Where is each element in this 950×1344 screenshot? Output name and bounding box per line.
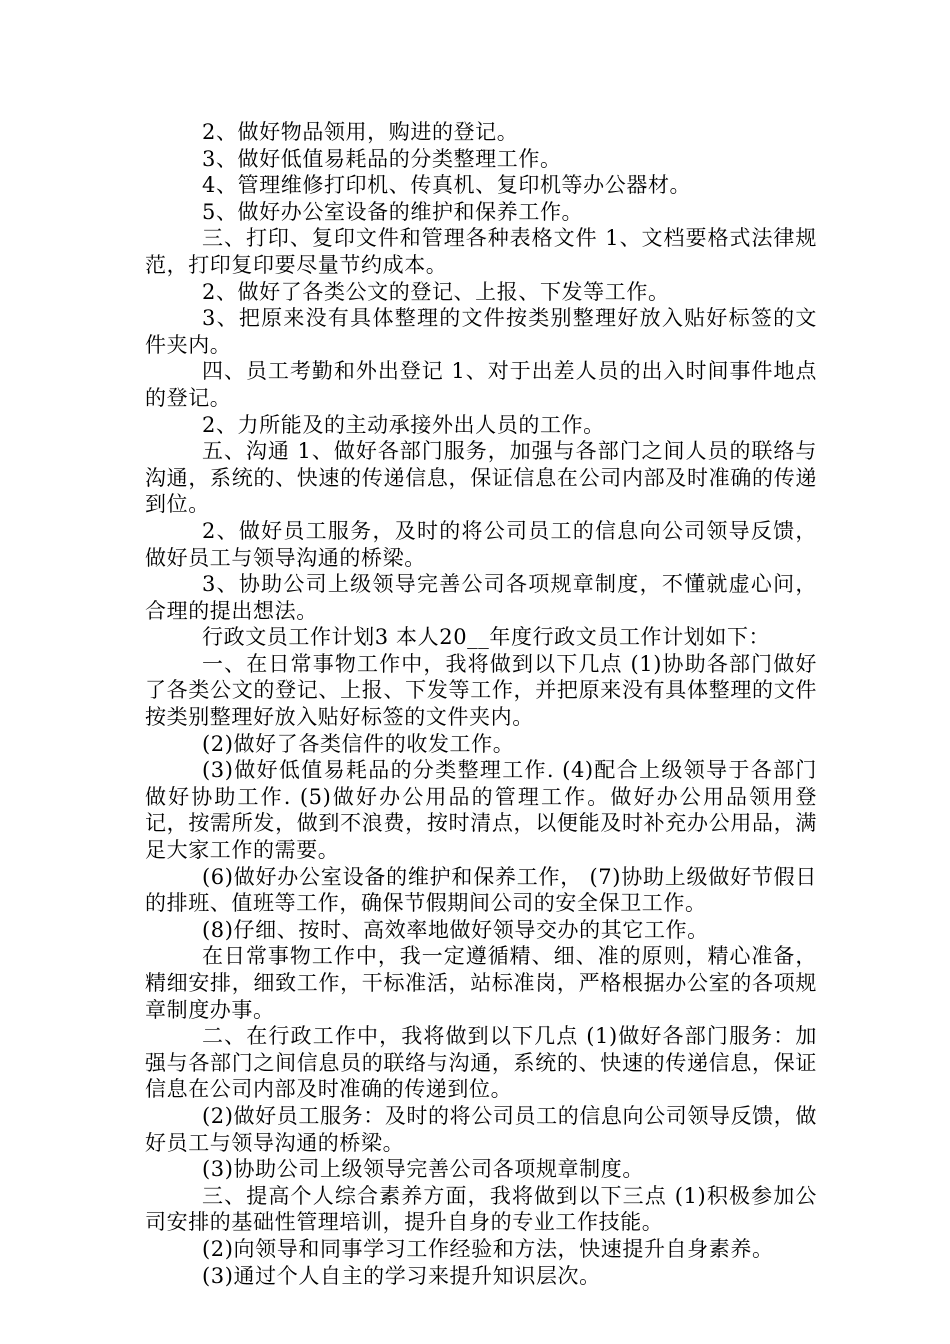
paragraph: 三、打印、复印文件和管理各种表格文件 1、文档要格式法律规范，打印复印要尽量节约成本。 — [145, 226, 817, 277]
paragraph: (2)向领导和同事学习工作经验和方法，快速提升自身素养。 — [202, 1236, 774, 1261]
paragraph: 2、做好物品领用，购进的登记。 — [202, 120, 519, 144]
paragraph: (2)做好了各类信件的收发工作。 — [202, 731, 515, 756]
paragraph: 5、做好办公室设备的维护和保养工作。 — [202, 199, 584, 224]
paragraph: 一、在日常事物工作中，我将做到以下几点 (1)协助各部门做好了各类公文的登记、上报、下发等工作，并把原来没有具体整理的文件按类别整理好放入贴好标签的文件夹内。 — [145, 651, 817, 730]
paragraph: (3)协助公司上级领导完善公司各项规章制度。 — [202, 1157, 644, 1182]
paragraph: 3、把原来没有具体整理的文件按类别整理好放入贴好标签的文件夹内。 — [145, 306, 817, 357]
paragraph: (6)做好办公室设备的维护和保养工作， (7)协助上级做好节假日的排班、值班等工作，确保节假期间公司的安全保卫工作。 — [145, 864, 817, 916]
paragraph: 2、力所能及的主动承接外出人员的工作。 — [202, 412, 605, 437]
paragraph: 2、做好员工服务，及时的将公司员工的信息向公司领导反馈，做好员工与领导沟通的桥梁。 — [145, 518, 817, 570]
paragraph: 五、沟通 1、做好各部门服务，加强与各部门之间人员的联络与沟通，系统的、快速的传递信息，保证信息在公司内部及时准确的传递到位。 — [145, 439, 817, 517]
paragraph: 行政文员工作计划3 本人20__年度行政文员工作计划如下： — [202, 625, 771, 650]
paragraph: 四、员工考勤和外出登记 1、对于出差人员的出入时间事件地点的登记。 — [145, 359, 817, 410]
paragraph: 在日常事物工作中，我一定遵循精、细、准的原则，精心准备，精细安排，细致工作，干标准活，站标准岗，严格根据办公室的各项规章制度办事。 — [145, 944, 817, 1022]
paragraph: 4、管理维修打印机、传真机、复印机等办公器材。 — [202, 173, 692, 198]
paragraph: (3)做好低值易耗品的分类整理工作. (4)配合上级领导于各部门做好协助工作. (5)做好办公用品的管理工作。做好办公用品领用登记，按需所发，做到不浪费，按时清点，以便能及时补充办公用品，满足大家工作的需要。 — [145, 758, 817, 863]
paragraph: (2)做好员工服务：及时的将公司员工的信息向公司领导反馈，做好员工与领导沟通的桥梁。 — [145, 1103, 817, 1155]
paragraph: 三、提高个人综合素养方面，我将做到以下三点 (1)积极参加公司安排的基础性管理培训，提升自身的专业工作技能。 — [145, 1183, 817, 1235]
paragraph: (3)通过个人自主的学习来提升知识层次。 — [202, 1263, 601, 1288]
paragraph: 3、协助公司上级领导完善公司各项规章制度，不懂就虚心问，合理的提出想法。 — [145, 572, 817, 623]
paragraph: 二、在行政工作中，我将做到以下几点 (1)做好各部门服务：加强与各部门之间信息员的联络与沟通，系统的、快速的传递信息，保证信息在公司内部及时准确的传递到位。 — [145, 1024, 817, 1102]
paragraph: (8)仔细、按时、高效率地做好领导交办的其它工作。 — [202, 917, 709, 942]
paragraph: 3、做好低值易耗品的分类整理工作。 — [202, 146, 562, 171]
document-body — [145, 119, 817, 1289]
paragraph: 2、做好了各类公文的登记、上报、下发等工作。 — [202, 279, 670, 304]
